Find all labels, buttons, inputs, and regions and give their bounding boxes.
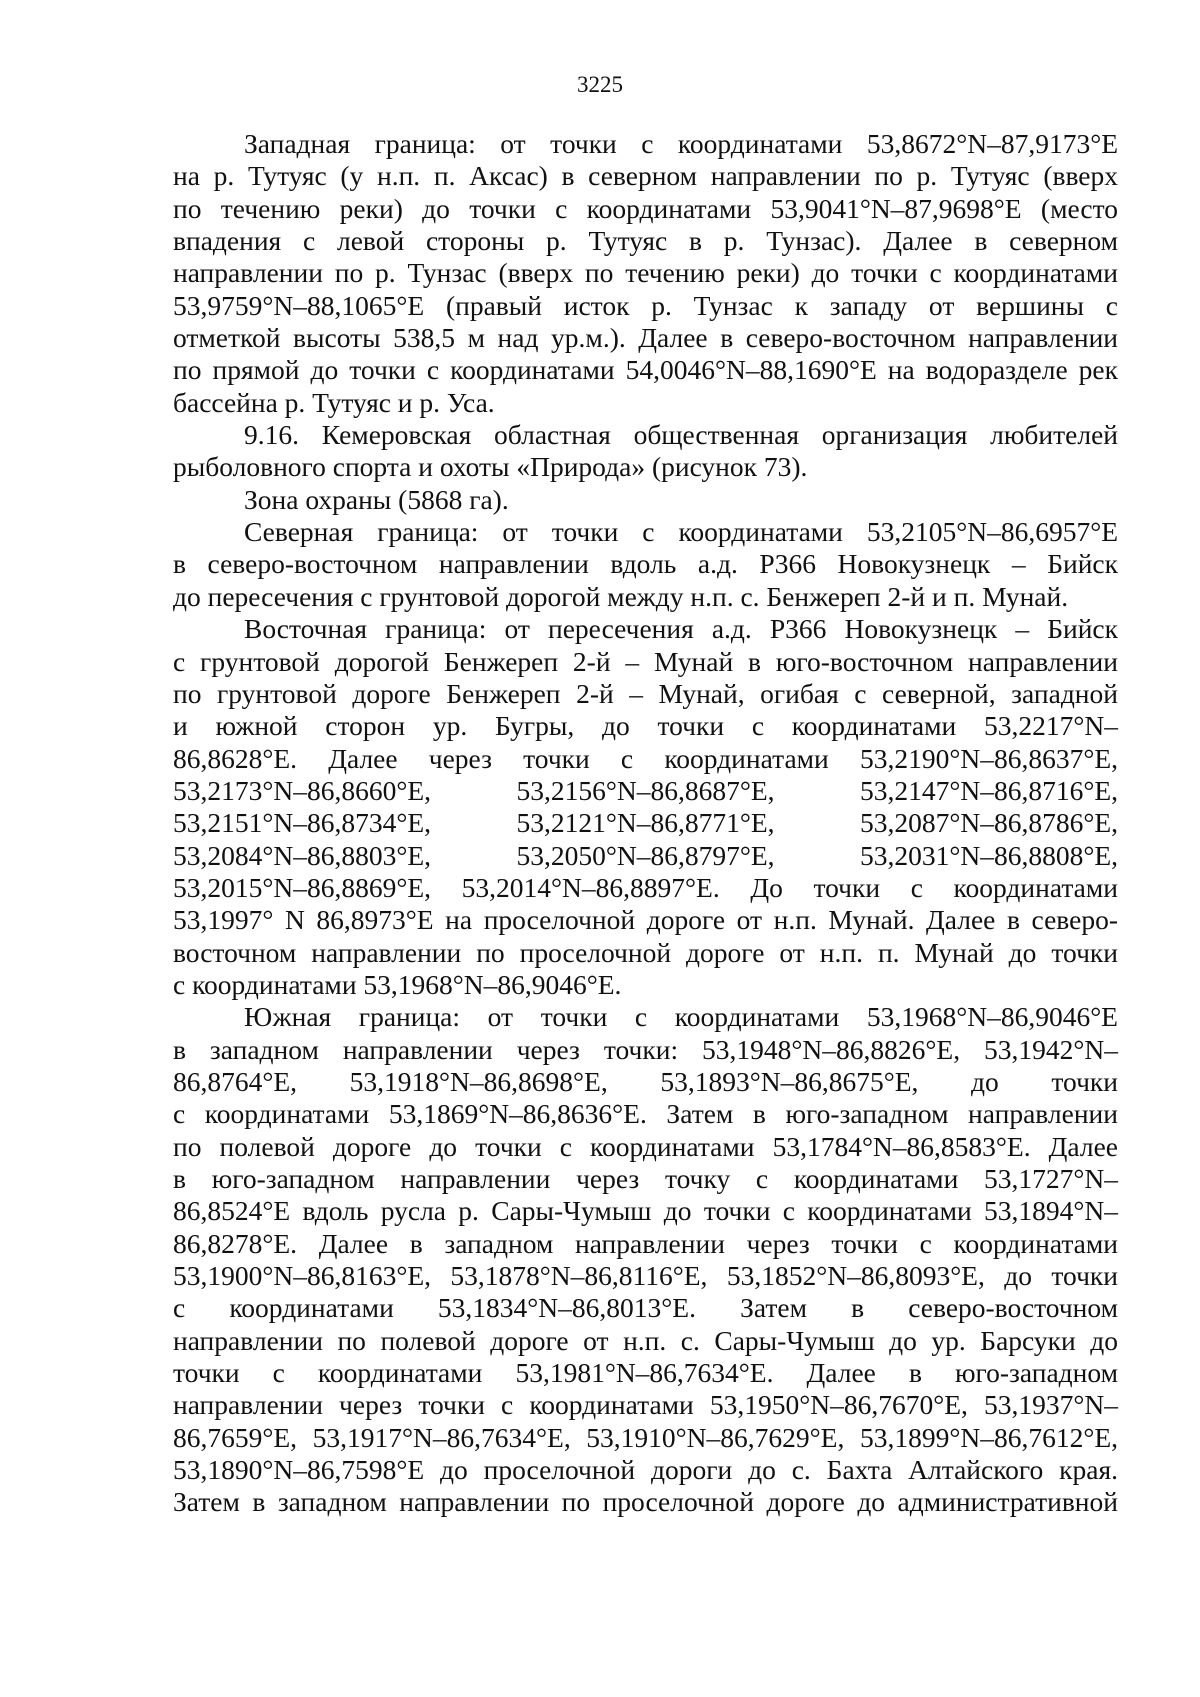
text-line: восточном направлении по проселочной дороге от н.п. п. Мунай до точки (173, 936, 1118, 968)
text-line: 86,7659°E, 53,1917°N–86,7634°E, 53,1910°N–86,7629°E, 53,1899°N–86,7612°E, (173, 1421, 1118, 1453)
text-line: по полевой дороге до точки с координатами 53,1784°N–86,8583°E. Далее (173, 1130, 1118, 1162)
coordinate-cell: 53,2156°N–86,8687°E, (516, 774, 775, 806)
text-line: направлении через точки с координатами 53,1950°N–86,7670°E, 53,1937°N– (173, 1389, 1118, 1421)
text-line: Затем в западном направлении по проселочной дороге до административной (173, 1486, 1118, 1518)
text-line: в юго-западном направлении через точку с координатами 53,1727°N– (173, 1163, 1118, 1194)
coordinate-cell: 53,2121°N–86,8771°E, (516, 807, 775, 839)
text-line: до пересечения с грунтовой дорогой между н.п. с. Бенжереп 2-й и п. Мунай. (173, 580, 1069, 612)
coordinate-cell: 53,2031°N–86,8808°E, (859, 839, 1118, 871)
text-line: Северная граница: от точки с координатами 53,2105°N–86,6957°E (244, 516, 1118, 548)
text-line: 86,8764°E, 53,1918°N–86,8698°E, 53,1893°N–86,8675°E, до точки (173, 1065, 1118, 1097)
coordinate-cell: 53,2151°N–86,8734°E, (173, 807, 432, 839)
text-line: и южной сторон ур. Бугры, до точки с координатами 53,2217°N– (173, 710, 1118, 742)
text-line: в северо-восточном направлении вдоль а.д. Р366 Новокузнецк – Бийск (173, 548, 1118, 580)
coordinate-cell: 53,2050°N–86,8797°E, (516, 839, 775, 871)
text-line: в западном направлении через точки: 53,1948°N–86,8826°E, 53,1942°N– (173, 1033, 1118, 1065)
text-line: 9.16. Кемеровская областная общественная организация любителей (244, 419, 1118, 451)
text-line (173, 807, 1118, 839)
text-line: рыболовного спорта и охоты «Природа» (рисунок 73). (173, 451, 808, 483)
text-line: бассейна р. Тутуяс и р. Уса. (173, 386, 495, 418)
text-line: с координатами 53,1968°N–86,9046°E. (173, 968, 622, 1000)
text-line: 53,2015°N–86,8869°E, 53,2014°N–86,8897°E. До точки с координатами (173, 871, 1118, 903)
text-line: 53,1890°N–86,7598°E до проселочной дороги до с. Бахта Алтайского края. (173, 1454, 1118, 1486)
text-line (173, 775, 1118, 807)
text-line: по течению реки) до точки с координатами 53,9041°N–87,9698°E (место (173, 192, 1118, 224)
text-line (173, 840, 1118, 872)
text-line: Западная граница: от точки с координатами 53,8672°N–87,9173°E (244, 128, 1118, 159)
coordinate-cell: 53,2147°N–86,8716°E, (859, 774, 1118, 806)
text-line: точки с координатами 53,1981°N–86,7634°E. Далее в юго-западном (173, 1357, 1118, 1389)
text-line: 53,1900°N–86,8163°E, 53,1878°N–86,8116°E, 53,1852°N–86,8093°E, до точки (173, 1260, 1118, 1292)
text-line: по грунтовой дороге Бенжереп 2-й – Мунай, огибая с северной, западной (173, 677, 1118, 709)
document-body (173, 128, 1118, 1519)
text-line: 86,8628°E. Далее через точки с координатами 53,2190°N–86,8637°E, (173, 742, 1118, 774)
text-line: с координатами 53,1834°N–86,8013°E. Затем в северо-восточном (173, 1292, 1118, 1324)
text-line: Южная граница: от точки с координатами 53,1968°N–86,9046°E (244, 1001, 1118, 1033)
text-line: с грунтовой дорогой Бенжереп 2-й – Мунай в юго-восточном направлении (173, 645, 1118, 677)
text-line: впадения с левой стороны р. Тутуяс в р. Тунзас). Далее в северном (173, 225, 1118, 257)
text-line: Восточная граница: от пересечения а.д. Р366 Новокузнецк – Бийск (244, 613, 1118, 645)
text-line: 86,8524°E вдоль русла р. Сары-Чумыш до точки с координатами 53,1894°N– (173, 1195, 1118, 1227)
text-line: на р. Тутуяс (у н.п. п. Аксас) в северном направлении по р. Тутуяс (вверх (173, 160, 1118, 192)
text-line: с координатами 53,1869°N–86,8636°E. Затем в юго-западном направлении (173, 1098, 1118, 1130)
page-number: 3225 (577, 72, 623, 97)
text-line: 53,1997° N 86,8973°E на проселочной дороге от н.п. Мунай. Далее в северо- (173, 904, 1118, 936)
text-line: 53,9759°N–88,1065°E (правый исток р. Тунзас к западу от вершины с (173, 289, 1118, 321)
coordinate-cell: 53,2084°N–86,8803°E, (173, 839, 432, 871)
coordinate-cell: 53,2173°N–86,8660°E, (173, 774, 432, 806)
coordinate-cell: 53,2087°N–86,8786°E, (859, 807, 1118, 839)
text-line: 86,8278°E. Далее в западном направлении через точки с координатами (173, 1227, 1118, 1259)
text-line: Зона охраны (5868 га). (244, 483, 509, 515)
text-line: по прямой до точки с координатами 54,0046°N–88,1690°E на водоразделе рек (173, 354, 1118, 386)
text-line: направлении по р. Тунзас (вверх по течению реки) до точки с координатами (173, 257, 1118, 289)
text-line: отметкой высоты 538,5 м над ур.м.). Далее в северо-восточном направлении (173, 322, 1118, 354)
text-line: направлении по полевой дороге от н.п. с. Сары-Чумыш до ур. Барсуки до (173, 1324, 1118, 1356)
